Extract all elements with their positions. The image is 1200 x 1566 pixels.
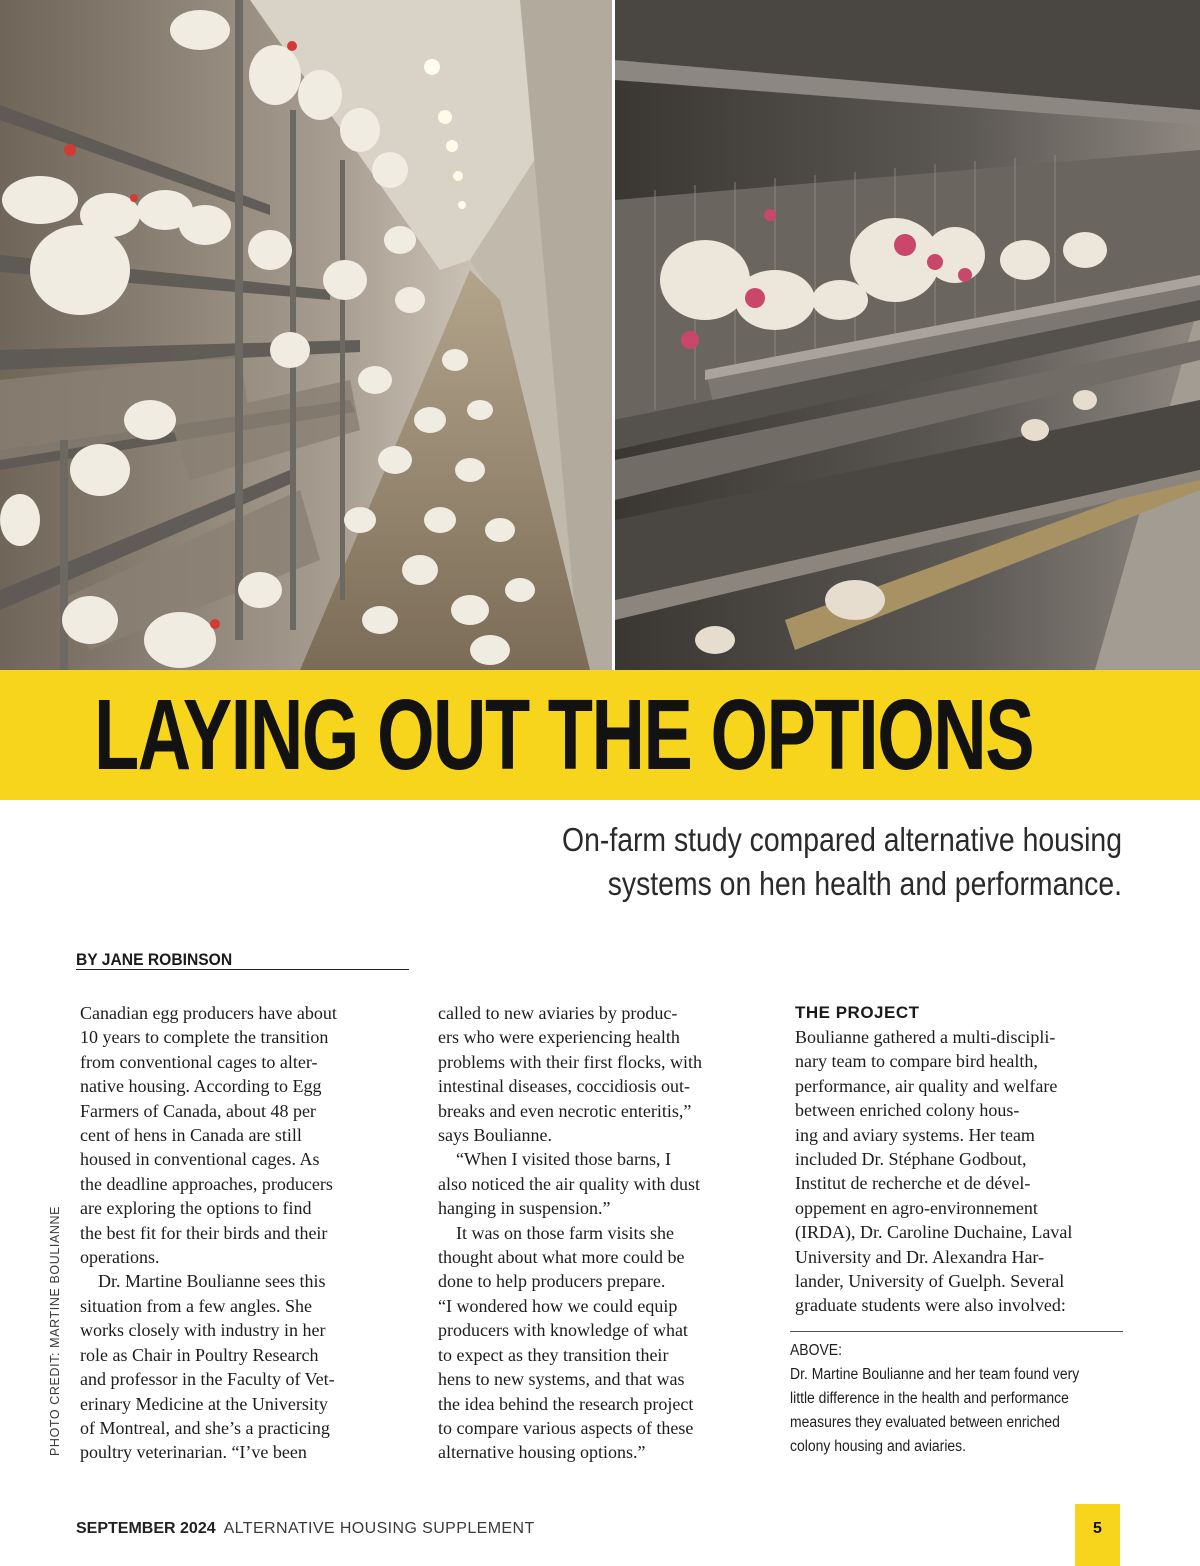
body-line: operations. [80,1247,160,1268]
body-line: cent of hens in Canada are still [80,1125,302,1146]
caption-label: ABOVE: [790,1342,842,1359]
body-line: intestinal diseases, coccidiosis out- [438,1076,690,1097]
body-line: problems with their first flocks, with [438,1051,702,1072]
body-line: “I wondered how we could equip [438,1295,678,1316]
byline [76,950,409,970]
caption-divider [790,1331,1123,1332]
article-column-1 [80,1001,410,1465]
body-line: producers with knowledge of what [438,1320,688,1341]
body-line: lander, University of Guelph. Several [795,1271,1065,1292]
body-line: oppement en agro-environnement [795,1197,1038,1218]
body-line: “When I visited those barns, I [456,1149,671,1170]
body-line: between enriched colony hous- [795,1100,1020,1121]
body-line: Dr. Martine Boulianne sees this [98,1271,326,1292]
subhead-line: systems on hen health and performance. [607,865,1122,902]
body-line: situation from a few angles. She [80,1295,312,1316]
body-line: alternative housing options.” [438,1442,646,1463]
body-line: of Montreal, and she’s a practicing [80,1417,330,1438]
body-line: works closely with industry in her [80,1320,326,1341]
caption-line: colony housing and aviaries. [790,1438,967,1455]
body-line: ers who were experiencing health [438,1027,680,1048]
caption-line: measures they evaluated between enriched [790,1414,1060,1431]
body-line: ing and aviary systems. Her team [795,1124,1035,1145]
subhead [520,818,1122,906]
publication-name: ALTERNATIVE HOUSING SUPPLEMENT [223,1520,535,1537]
caption-line: little difference in the health and performance [790,1390,1069,1407]
caption-line: Dr. Martine Boulianne and her team found very [790,1366,1080,1383]
body-line: Boulianne gathered a multi-discipli- [795,1027,1056,1047]
body-line: 10 years to complete the transition [80,1027,329,1048]
headline: LAYING OUT THE OPTIONS [94,679,1034,791]
subhead-line: On-farm study compared alternative housing [562,821,1122,858]
page-number: 5 [1093,1520,1102,1537]
body-line: (IRDA), Dr. Caroline Duchaine, Laval [795,1222,1073,1243]
body-line: University and Dr. Alexandra Har- [795,1246,1045,1267]
issue-date: SEPTEMBER 2024 [76,1520,216,1537]
body-line: are exploring the options to find [80,1198,312,1219]
body-line: role as Chair in Poultry Research [80,1344,319,1365]
article-column-3 [795,1001,1130,1318]
body-line: performance, air quality and welfare [795,1075,1058,1096]
body-line: erinary Medicine at the University [80,1393,328,1414]
aviary-system-photo [0,0,612,670]
body-line: Institut de recherche et de dével- [795,1173,1031,1194]
body-line: the deadline approaches, producers [80,1173,333,1194]
body-line: included Dr. Stéphane Godbout, [795,1149,1027,1170]
body-line: hens to new systems, and that was [438,1369,685,1390]
body-line: nary team to compare bird health, [795,1051,1038,1072]
body-line: Canadian egg producers have about [80,1003,337,1023]
photo-credit: PHOTO CREDIT: MARTINE BOULIANNE [48,1205,62,1456]
body-line: says Boulianne. [438,1125,552,1146]
body-line: native housing. According to Egg [80,1076,322,1097]
byline-text: BY JANE ROBINSON [76,950,233,969]
body-line: thought about what more could be [438,1247,685,1268]
body-line: the idea behind the research project [438,1393,694,1414]
body-line: done to help producers prepare. [438,1271,666,1292]
body-line: Farmers of Canada, about 48 per [80,1100,316,1121]
body-line: poultry veterinarian. “I’ve been [80,1442,307,1463]
body-line: also noticed the air quality with dust [438,1173,700,1194]
photo-caption [790,1339,1135,1459]
body-line: from conventional cages to alter- [80,1051,318,1072]
body-line: graduate students were also involved: [795,1295,1066,1316]
article-column-2 [438,1001,773,1465]
body-line: hanging in suspension.” [438,1198,611,1219]
enriched-colony-housing-photo [615,0,1200,670]
section-heading: THE PROJECT [795,1003,920,1022]
body-line: housed in conventional cages. As [80,1149,320,1170]
body-line: to compare various aspects of these [438,1417,694,1438]
body-line: breaks and even necrotic enteritis,” [438,1100,692,1121]
body-line: the best fit for their birds and their [80,1222,328,1243]
body-line: to expect as they transition their [438,1344,669,1365]
page-footer [76,1519,535,1539]
body-line: and professor in the Faculty of Vet- [80,1369,335,1390]
body-line: It was on those farm visits she [456,1222,674,1243]
body-line: called to new aviaries by produc- [438,1003,678,1023]
